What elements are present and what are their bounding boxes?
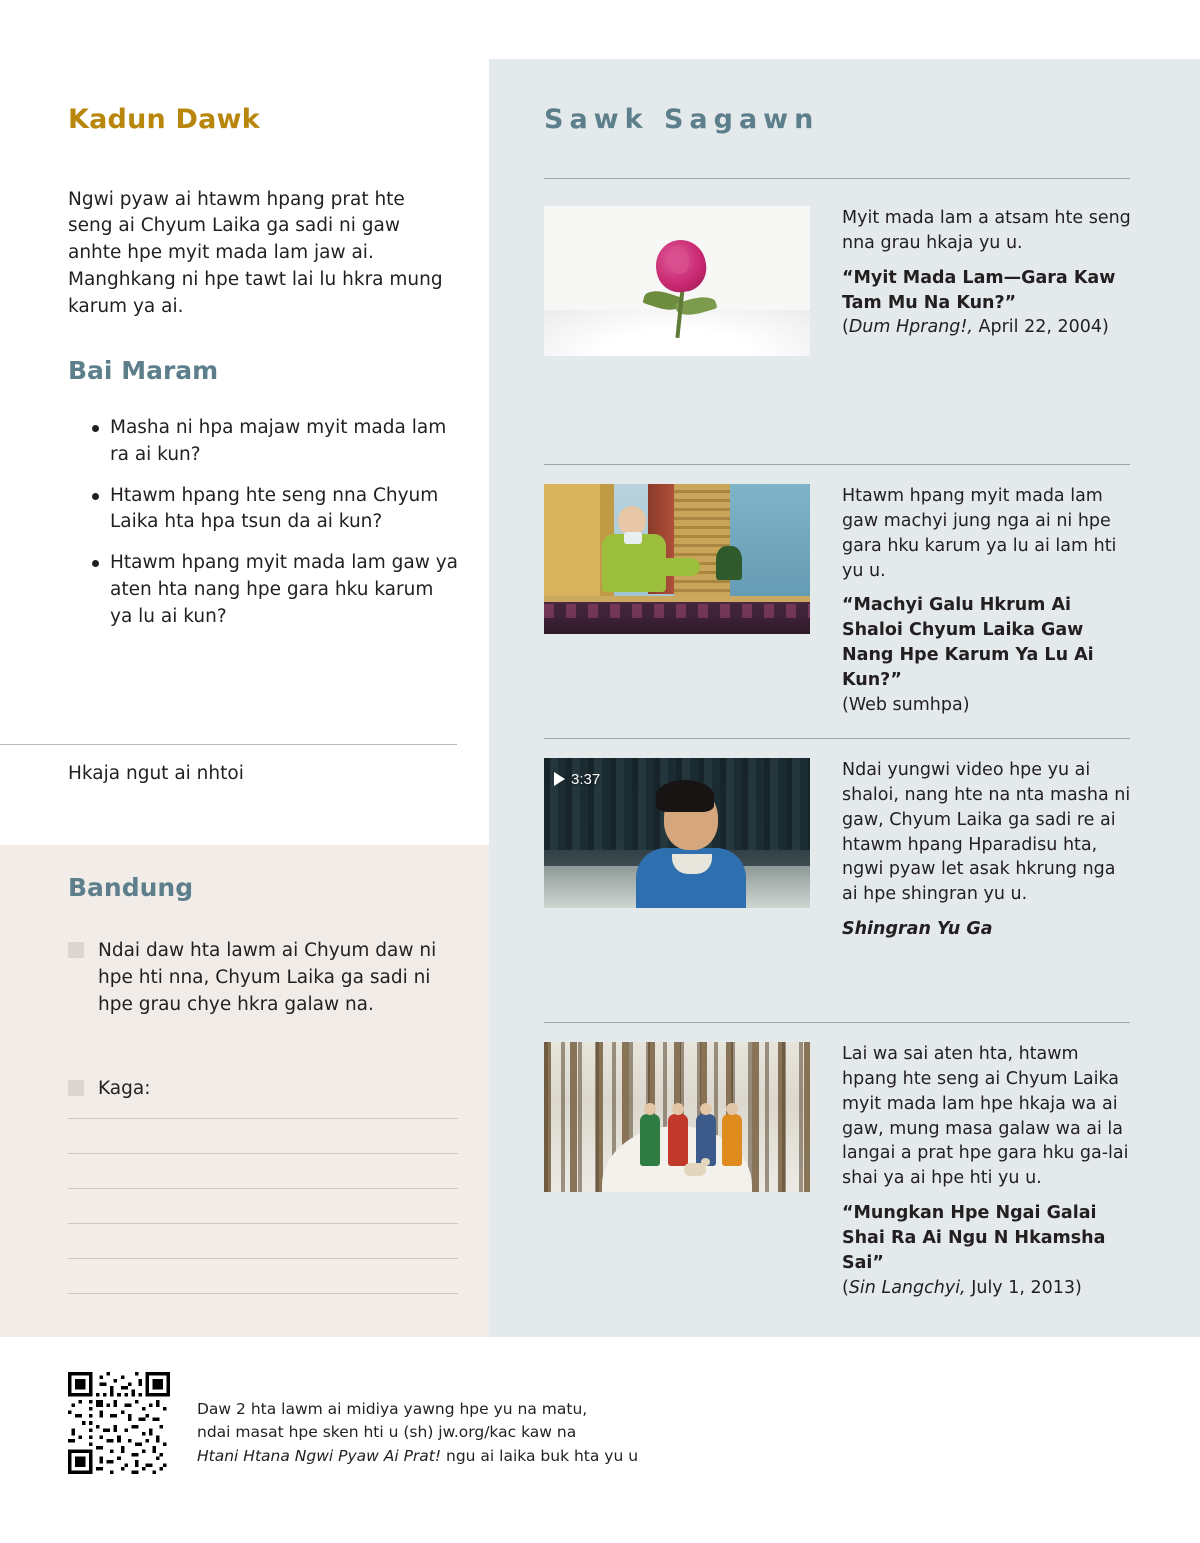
- entry-title[interactable]: “Mungkan Hpe Ngai Galai Shai Ra Ai Ngu N Hkamsha Sai”: [842, 1203, 1106, 1273]
- entry-text: [842, 1042, 1132, 1300]
- qr-code[interactable]: [68, 1372, 170, 1474]
- entry-text: [842, 206, 1132, 340]
- entry-source: [842, 315, 1132, 340]
- section-heading-bai-maram: Bai Maram: [68, 356, 219, 385]
- entry-description: Htawm hpang myit mada lam gaw machyi jung nga ai ni hpe gara hku karum ya lu ai lam hti yu u.: [842, 486, 1117, 581]
- checkbox-icon[interactable]: [68, 1080, 84, 1096]
- research-entry-illness[interactable]: [544, 484, 1130, 715]
- qr-code-image[interactable]: [68, 1372, 170, 1474]
- rose-in-snow-thumbnail[interactable]: [544, 206, 810, 356]
- entry-text: [842, 484, 1132, 718]
- video-duration-badge: [554, 768, 600, 790]
- footer-line-3-rest: ngu ai laika buk hta yu u: [441, 1446, 639, 1465]
- divider: [544, 178, 1130, 179]
- paren-close: ): [1075, 1277, 1082, 1298]
- divider: [544, 738, 1130, 739]
- publication-name: Sin Langchyi,: [848, 1277, 966, 1298]
- publication-name: Htani Htana Ngwi Pyaw Ai Prat!: [197, 1446, 442, 1465]
- writing-line[interactable]: [68, 1118, 458, 1119]
- checkbox-label: Kaga:: [98, 1078, 151, 1099]
- family-walking-snow-thumbnail[interactable]: [544, 1042, 810, 1192]
- paren-open: (: [842, 1277, 849, 1298]
- publication-date: July 1, 2013: [965, 1277, 1076, 1298]
- entry-title[interactable]: “Machyi Galu Hkrum Ai Shaloi Chyum Laika Gaw Nang Hpe Karum Ya Lu Ai Kun?”: [842, 595, 1094, 690]
- entry-description: Ndai yungwi video hpe yu ai shaloi, nang hte na nta masha ni gaw, Chyum Laika ga sadi re ai htawm hpang Hparadisu hta, ngwi pyaw let asak hkrung nga ai hpe shingran yu u.: [842, 760, 1131, 905]
- play-icon[interactable]: [554, 772, 565, 786]
- divider: [544, 1022, 1130, 1023]
- writing-line[interactable]: [68, 1293, 458, 1294]
- divider: [0, 744, 457, 745]
- intro-paragraph: Ngwi pyaw ai htawm hpang prat hte seng ai Chyum Laika ga sadi ni gaw anhte hpe myit mada lam jaw ai. Manghkang ni hpe tawt lai lu hkra mung karum ya ai.: [68, 188, 443, 317]
- writing-line[interactable]: [68, 1153, 458, 1154]
- writing-line[interactable]: [68, 1223, 458, 1224]
- entry-video-link[interactable]: Shingran Yu Ga: [842, 919, 993, 940]
- divider: [544, 464, 1130, 465]
- checkbox-icon[interactable]: [68, 942, 84, 958]
- paren-close: ): [1102, 317, 1109, 338]
- footer-line-3: [197, 1445, 817, 1468]
- research-entry-walking[interactable]: [544, 1042, 1130, 1298]
- research-entry-rose[interactable]: [544, 206, 1130, 376]
- entry-source: (Web sumhpa): [842, 694, 970, 715]
- checkbox-label: Ndai daw hta lawm ai Chyum daw ni hpe hti nna, Chyum Laika ga sadi ni hpe grau chye hkra galaw na.: [98, 940, 437, 1015]
- hkaja-date-label: Hkaja ngut ai nhtoi: [68, 763, 244, 784]
- list-item: Htawm hpang hte seng nna Chyum Laika hta hpa tsun da ai kun?: [110, 483, 458, 537]
- section-heading-bandung: Bandung: [68, 873, 194, 902]
- page-title-kadun-dawk: Kadun Dawk: [68, 104, 260, 135]
- publication-date: April 22, 2004: [972, 317, 1103, 338]
- checkbox-item-goal[interactable]: [68, 938, 448, 1018]
- checkbox-item-other[interactable]: [68, 1076, 448, 1103]
- video-man-looking-up-thumbnail[interactable]: [544, 758, 810, 908]
- paren-open: (: [842, 317, 849, 338]
- footer-line-1: Daw 2 hta lawm ai midiya yawng hpe yu na matu,: [197, 1400, 588, 1418]
- list-item: Htawm hpang myit mada lam gaw ya aten hta nang hpe gara hku karum ya lu ai kun?: [110, 550, 458, 630]
- entry-text: [842, 758, 1132, 942]
- writing-lines[interactable]: [68, 1118, 458, 1328]
- video-duration-label: 3:37: [571, 770, 601, 788]
- entry-title[interactable]: “Myit Mada Lam—Gara Kaw Tam Mu Na Kun?”: [842, 267, 1116, 313]
- entry-description: Lai wa sai aten hta, htawm hpang hte seng ai Chyum Laika myit mada lam hpe hkaja wa ai gaw, mung masa galaw wa ai la langai a prat hpe gara hku ga-lai shai ya ai hpe hti yu u.: [842, 1044, 1129, 1189]
- entry-description: Myit mada lam a atsam hte seng nna grau hkaja yu u.: [842, 208, 1131, 253]
- research-entry-video[interactable]: [544, 758, 1130, 968]
- man-at-window-thumbnail[interactable]: [544, 484, 810, 634]
- entry-source: [842, 1276, 1132, 1301]
- footer-instructions: [197, 1398, 817, 1468]
- publication-name: Dum Hprang!,: [848, 317, 973, 338]
- section-heading-sawk-sagawn: Sawk Sagawn: [544, 104, 820, 135]
- bai-maram-question-list: [88, 415, 458, 645]
- list-item: Masha ni hpa majaw myit mada lam ra ai kun?: [110, 415, 458, 469]
- footer-line-2: ndai masat hpe sken hti u (sh) jw.org/kac kaw na: [197, 1423, 577, 1442]
- writing-line[interactable]: [68, 1258, 458, 1259]
- writing-line[interactable]: [68, 1188, 458, 1189]
